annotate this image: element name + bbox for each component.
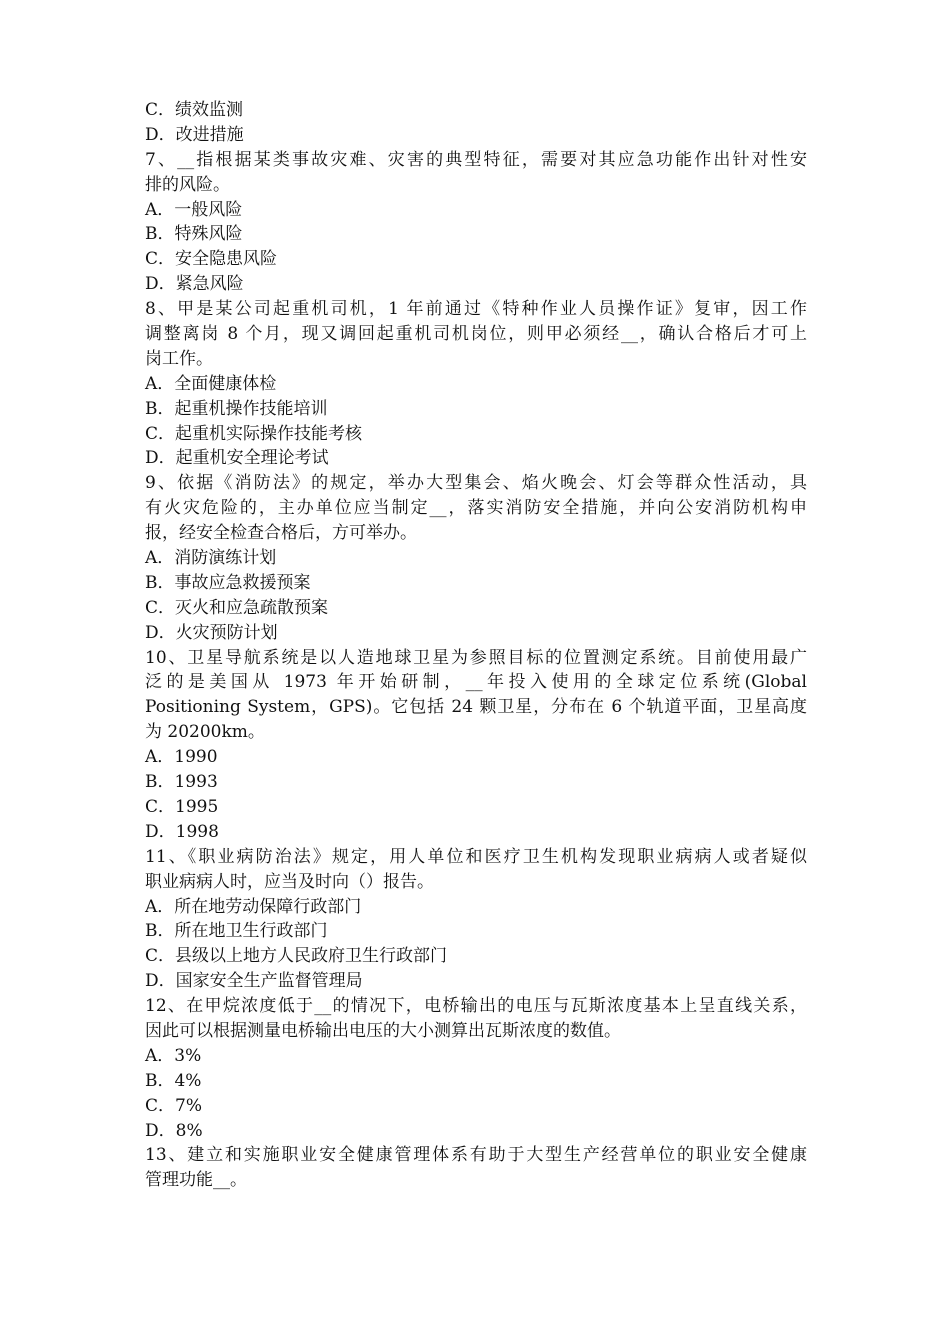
q9-option-d: D．火灾预防计划 xyxy=(145,622,278,643)
q12-option-c: C．7% xyxy=(145,1095,202,1116)
q9-option-b: B．事故应急救援预案 xyxy=(145,572,311,593)
question-9-line-2: 有火灾危险的，主办单位应当制定__，落实消防安全措施，并向公安消防机构申 xyxy=(145,498,807,519)
question-11-line-1: 11、《职业病防治法》规定，用人单位和医疗卫生机构发现职业病病人或者疑似 xyxy=(145,846,807,867)
q7-option-a: A．一般风险 xyxy=(145,199,243,220)
q8-option-a: A．全面健康体检 xyxy=(145,373,277,394)
q7-option-c: C．安全隐患风险 xyxy=(145,249,278,270)
q11-option-c: C．县级以上地方人民政府卫生行政部门 xyxy=(145,946,448,967)
question-13-line-1: 13、建立和实施职业安全健康管理体系有助于大型生产经营单位的职业安全健康 xyxy=(145,1145,807,1166)
question-13-line-2: 管理功能__。 xyxy=(145,1170,247,1191)
question-9-line-1: 9、依据《消防法》的规定，举办大型集会、焰火晚会、灯会等群众性活动，具 xyxy=(145,473,807,494)
question-12-line-1: 12、在甲烷浓度低于__的情况下，电桥输出的电压与瓦斯浓度基本上呈直线关系， xyxy=(145,996,807,1017)
q9-option-a: A．消防演练计划 xyxy=(145,548,277,569)
q11-option-a: A．所在地劳动保障行政部门 xyxy=(145,896,362,917)
option-d-line: D．改进措施 xyxy=(145,124,244,145)
question-8-line-2: 调整离岗 8 个月，现又调回起重机司机岗位，则甲必须经__，确认合格后才可上 xyxy=(145,324,807,345)
q8-option-c: C．起重机实际操作技能考核 xyxy=(145,423,363,444)
option-c-line: C．绩效监测 xyxy=(145,100,244,120)
question-12-line-2: 因此可以根据测量电桥输出电压的大小测算出瓦斯浓度的数值。 xyxy=(145,1020,621,1041)
q10-option-b: B．1993 xyxy=(145,772,218,793)
question-10-line-4: 为 20200km。 xyxy=(145,722,265,743)
q12-option-a: A．3% xyxy=(145,1045,202,1066)
question-10-line-3: Positioning System，GPS)。它包括 24 颗卫星，分布在 6 个轨道平面，卫星高度 xyxy=(145,697,807,718)
question-10-line-2: 泛的是美国从 1973 年开始研制，__年投入使用的全球定位系统(Global xyxy=(145,672,807,693)
q9-option-c: C．灭火和应急疏散预案 xyxy=(145,597,329,618)
q7-option-d: D．紧急风险 xyxy=(145,274,244,295)
question-10-line-1: 10、卫星导航系统是以人造地球卫星为参照目标的位置测定系统。目前使用最广 xyxy=(145,647,807,668)
q12-option-d: D．8% xyxy=(145,1120,203,1141)
q7-option-b: B．特殊风险 xyxy=(145,224,243,245)
q11-option-b: B．所在地卫生行政部门 xyxy=(145,921,328,942)
q8-option-d: D．起重机安全理论考试 xyxy=(145,448,329,469)
question-11-line-2: 职业病病人时，应当及时向（）报告。 xyxy=(145,871,434,892)
document-page xyxy=(145,98,807,1193)
q10-option-d: D．1998 xyxy=(145,821,219,842)
question-8-line-1: 8、甲是某公司起重机司机，1 年前通过《特种作业人员操作证》复审，因工作 xyxy=(145,299,807,320)
q10-option-a: A．1990 xyxy=(145,747,218,768)
question-7-line-1: 7、__指根据某类事故灾难、灾害的典型特征，需要对其应急功能作出针对性安 xyxy=(145,149,807,170)
question-9-line-3: 报，经安全检查合格后，方可举办。 xyxy=(145,523,417,544)
q8-option-b: B．起重机操作技能培训 xyxy=(145,398,328,419)
q11-option-d: D．国家安全生产监督管理局 xyxy=(145,971,363,992)
question-7-line-2: 排的风险。 xyxy=(145,174,230,195)
q10-option-c: C．1995 xyxy=(145,796,219,817)
question-8-line-3: 岗工作。 xyxy=(145,348,213,369)
q12-option-b: B．4% xyxy=(145,1070,202,1091)
